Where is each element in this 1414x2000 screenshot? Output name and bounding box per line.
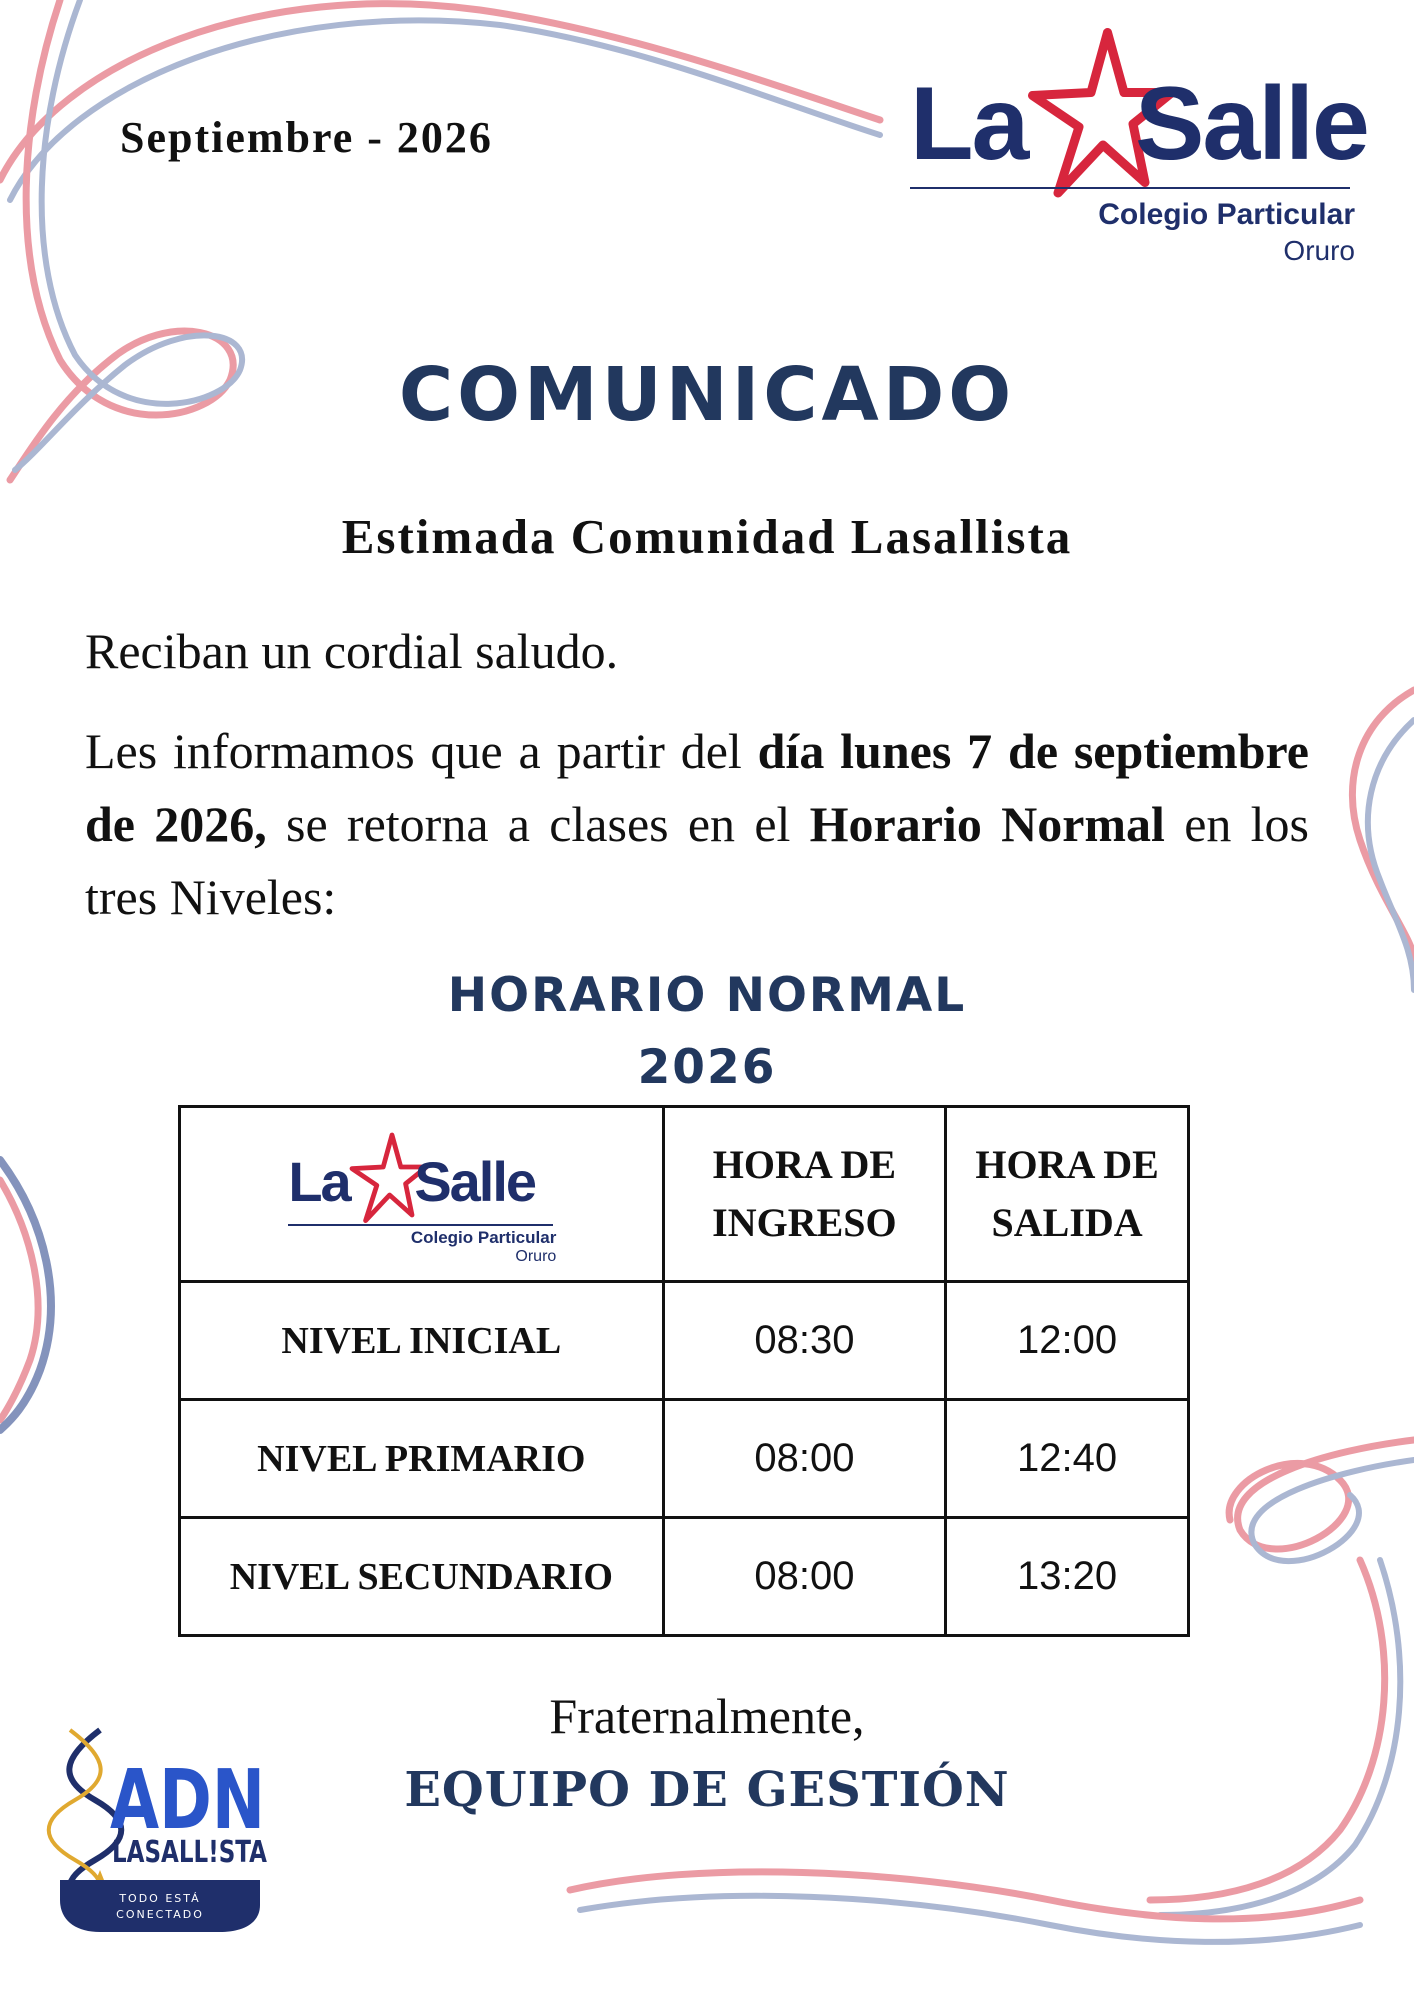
adn-word: ADN	[110, 1753, 265, 1848]
logo-word-salle: Salle	[414, 1150, 536, 1213]
logo-rule	[288, 1224, 553, 1226]
logo-rule	[910, 187, 1350, 189]
column-header-ingreso	[663, 1107, 946, 1282]
adn-tagline: CONECTADO	[116, 1908, 204, 1921]
logo-subtitle: Colegio Particular	[1098, 198, 1355, 231]
announcement-text: en los tres Niveles:	[85, 796, 1309, 925]
level-name: NIVEL SECUNDARIO	[180, 1518, 664, 1636]
page-title: COMUNICADO	[398, 352, 1016, 438]
exit-time: 13:20	[946, 1518, 1189, 1636]
entry-time: 08:30	[663, 1282, 946, 1400]
paragraph-salutation: Reciban un cordial saludo.	[85, 623, 619, 679]
table-row	[180, 1282, 1189, 1400]
adn-lasallista-logo	[40, 1720, 270, 1935]
adn-tagline-bar	[60, 1880, 260, 1932]
signature: EQUIPO DE GESTIÓN	[404, 1762, 1010, 1818]
column-header-salida	[946, 1107, 1189, 1282]
level-name: NIVEL INICIAL	[180, 1282, 664, 1400]
table-header-row	[180, 1107, 1189, 1282]
logo-city: Oruro	[515, 1248, 557, 1265]
adn-tagline: TODO ESTÁ	[119, 1892, 201, 1905]
closing-text: Fraternalmente,	[549, 1688, 865, 1744]
schedule-year: 2026	[637, 1040, 777, 1095]
logo-word-la: La	[288, 1150, 350, 1213]
greeting: Estimada Comunidad Lasallista	[341, 509, 1073, 564]
schedule-table	[178, 1105, 1190, 1637]
schedule-title: HORARIO NORMAL	[447, 968, 967, 1023]
announcement-text: se retorna a clases en el	[266, 796, 810, 852]
logo-word-la: La	[910, 66, 1028, 182]
level-name: NIVEL PRIMARIO	[180, 1400, 664, 1518]
entry-time: 08:00	[663, 1400, 946, 1518]
announcement-date: día lunes 7 de septiembre de 2026,	[85, 723, 1309, 852]
logo-subtitle: Colegio Particular	[410, 1228, 557, 1247]
date-label: Septiembre - 2026	[120, 113, 493, 162]
table-logo-cell	[180, 1107, 664, 1282]
entry-time: 08:00	[663, 1518, 946, 1636]
column-header-label: HORA DE INGRESO	[712, 1142, 897, 1245]
announcement-text: Les informamos que a partir del	[85, 723, 758, 779]
exit-time: 12:00	[946, 1282, 1189, 1400]
paragraph-announcement	[85, 715, 1309, 934]
announcement-schedule: Horario Normal	[809, 796, 1165, 852]
lasalle-logo-small	[286, 1124, 556, 1264]
lasalle-logo	[905, 25, 1375, 275]
table-row	[180, 1400, 1189, 1518]
adn-subword: LASALL!STA	[112, 1835, 268, 1870]
table-row	[180, 1518, 1189, 1636]
exit-time: 12:40	[946, 1400, 1189, 1518]
column-header-label: HORA DE SALIDA	[975, 1142, 1159, 1245]
logo-word-salle: Salle	[1135, 66, 1368, 182]
logo-city: Oruro	[1283, 235, 1355, 266]
